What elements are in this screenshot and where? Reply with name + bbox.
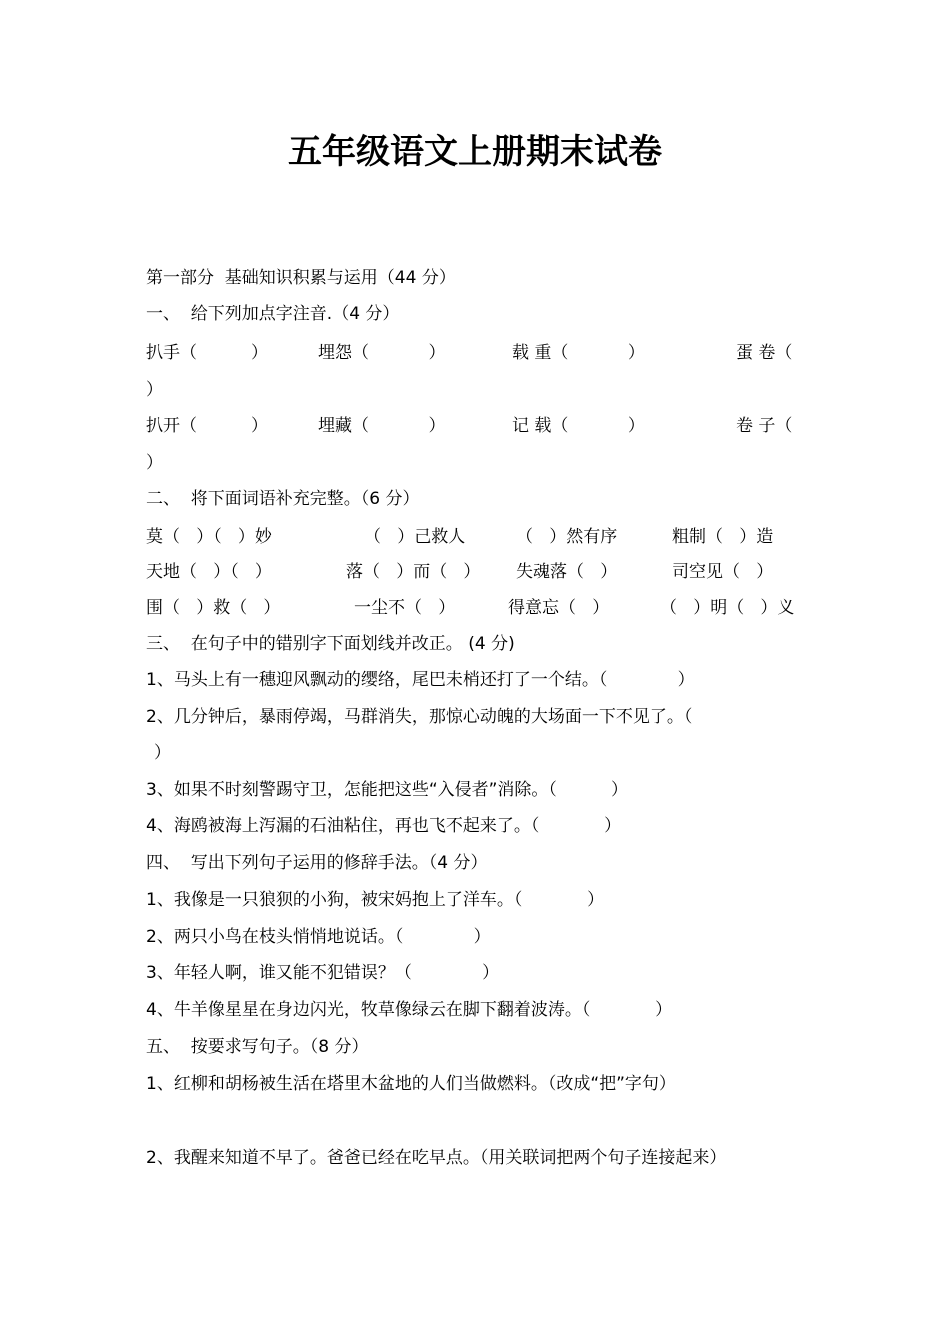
q4-item: 1、我像是一只狼狈的小狗，被宋妈抱上了洋车。（ ） xyxy=(146,890,605,910)
q2-heading: 二、 将下面词语补充完整。（6 分） xyxy=(146,489,420,509)
q5-item: 1、红柳和胡杨被生活在塔里木盆地的人们当做燃料。（改成“把”字句） xyxy=(146,1074,676,1094)
q5-heading: 五、 按要求写句子。（8 分） xyxy=(146,1037,369,1057)
q1-row1-wrap: ） xyxy=(146,380,163,400)
q1-row1-item: 蛋 卷（ xyxy=(736,343,793,363)
q1-row1-item: 埋怨（ ） xyxy=(318,343,446,363)
q4-item: 2、两只小鸟在枝头悄悄地说话。（ ） xyxy=(146,927,491,947)
q1-row2-item: 扒开（ ） xyxy=(146,416,269,436)
q5-item: 2、我醒来知道不早了。爸爸已经在吃早点。（用关联词把两个句子连接起来） xyxy=(146,1148,727,1168)
q3-item: 3、如果不时刻警踢守卫，怎能把这些“入侵者”消除。（ ） xyxy=(146,780,628,800)
q3-heading: 三、 在句子中的错别字下面划线并改正。 (4 分) xyxy=(146,634,515,654)
q1-row1-item: 扒手（ ） xyxy=(146,343,269,363)
q3-item: 4、海鸥被海上泻漏的石油粘住，再也飞不起来了。（ ） xyxy=(146,816,622,836)
part1-heading: 第一部分 基础知识积累与运用（44 分） xyxy=(146,268,456,288)
q3-item: 2、几分钟后，暴雨停竭，马群消失，那惊心动魄的大场面一下不见了。（ xyxy=(146,707,693,727)
q1-row1-item: 载 重（ ） xyxy=(512,343,645,363)
q4-heading: 四、 写出下列句子运用的修辞手法。（4 分） xyxy=(146,853,488,873)
q2-row1-item: 莫（ ）（ ）妙 xyxy=(146,527,272,547)
q2-row3-item: 一尘不（ ） xyxy=(354,598,456,618)
q1-row2-wrap: ） xyxy=(146,453,163,473)
q2-row1-item: （ ）己救人 xyxy=(364,527,466,547)
q2-row1-item: 粗制（ ）造 xyxy=(672,527,774,547)
q2-row2-item: 失魂落（ ） xyxy=(516,562,618,582)
q2-row3-item: （ ）明（ ）义 xyxy=(660,598,795,618)
q1-row2-item: 卷 子（ xyxy=(736,416,793,436)
q2-row1-item: （ ）然有序 xyxy=(516,527,618,547)
q2-row2-item: 天地（ ）（ ） xyxy=(146,562,272,582)
q1-row2-item: 埋藏（ ） xyxy=(318,416,446,436)
q2-row3-item: 得意忘（ ） xyxy=(508,598,610,618)
q1-row2-item: 记 载（ ） xyxy=(512,416,645,436)
q4-item: 3、年轻人啊，谁又能不犯错误？（ ） xyxy=(146,963,500,983)
q2-row2-item: 落（ ）而（ ） xyxy=(346,562,481,582)
q2-row3-item: 围（ ）救（ ） xyxy=(146,598,281,618)
q3-item: 1、马头上有一穗迎风飘动的缨络，尾巴未梢还打了一个结。（ ） xyxy=(146,670,695,690)
q4-item: 4、牛羊像星星在身边闪光，牧草像绿云在脚下翻着波涛。（ ） xyxy=(146,1000,673,1020)
q3-item-wrap: ） xyxy=(154,743,171,763)
page-title: 五年级语文上册期末试卷 xyxy=(288,132,662,172)
q2-row2-item: 司空见（ ） xyxy=(672,562,774,582)
q1-heading: 一、 给下列加点字注音.（4 分） xyxy=(146,304,400,324)
